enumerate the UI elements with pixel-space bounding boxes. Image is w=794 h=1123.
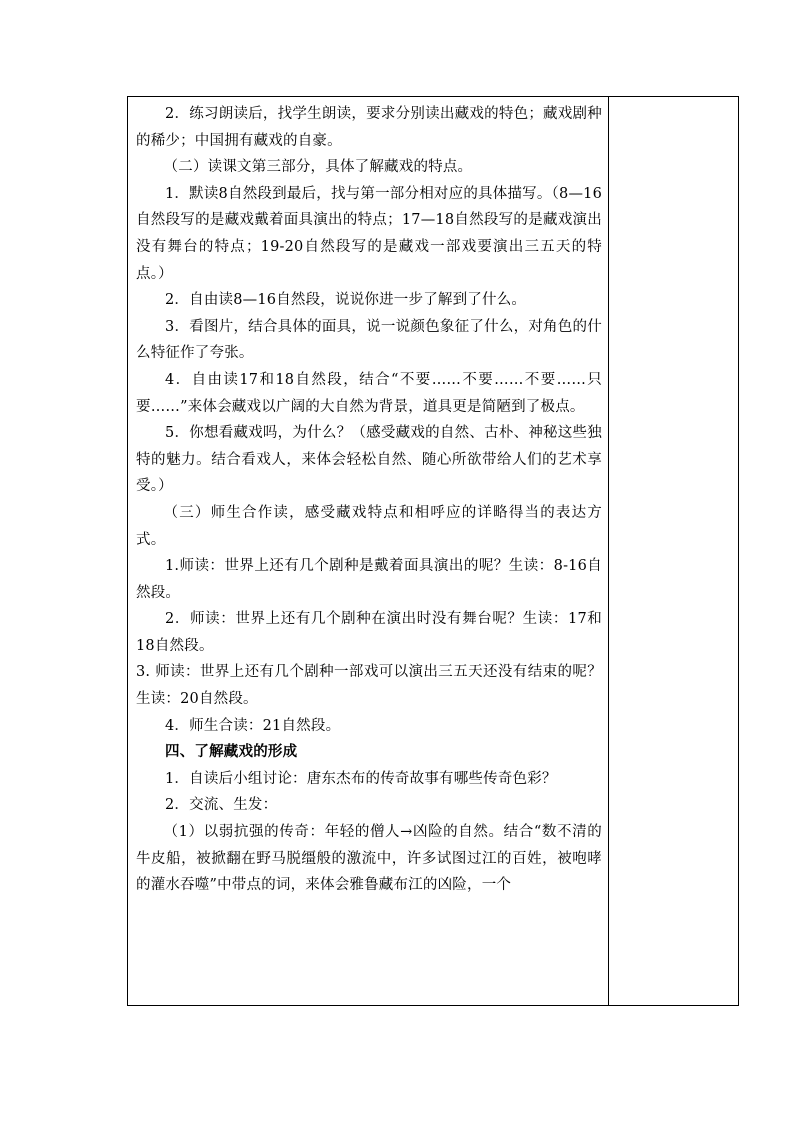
paragraph: 3. 师读：世界上还有几个剧种一部戏可以演出三五天还没有结束的呢？生读：20自然段。 — [136, 664, 602, 708]
paragraph: 2．师读：世界上还有几个剧种在演出时没有舞台呢？生读：17和18自然段。 — [136, 611, 602, 654]
paragraph: 1．自读后小组讨论：唐东杰布的传奇故事有哪些传奇色彩？ — [165, 770, 557, 787]
paragraph: 5．你想看藏戏吗，为什么？（感受藏戏的自然、古朴、神秘这些独特的魅力。结合看戏人，来体会轻松自然、随心所欲带给人们的艺术享受。） — [136, 425, 602, 495]
paragraph: 3．看图片，结合具体的面具，说一说颜色象征了什么，对角色的什么特征作了夸张。 — [136, 318, 602, 362]
paragraph: 4．师生合读：21自然段。 — [165, 717, 341, 734]
paragraph: 2．交流、生发： — [165, 797, 278, 814]
paragraph: 4．自由读17和18自然段，结合“不要……不要……不要……只要……”来体会藏戏以广阔的大自然为背景，道具更是简陋到了极点。 — [136, 371, 602, 415]
paragraph: 2．自由读8—16自然段，说说你进一步了解到了什么。 — [165, 292, 527, 309]
lesson-table — [127, 96, 739, 1006]
paragraph: 1．默读8自然段到最后，找与第一部分相对应的具体描写。（8—16自然段写的是藏戏戴着面具演出的特点；17—18自然段写的是藏戏演出没有舞台的特点；19-20自然段写的是藏戏一部戏要演出三五天的特点。） — [136, 185, 602, 282]
section-title: 四、了解藏戏的形成 — [165, 743, 298, 761]
section-heading: （三）师生合作读，感受藏戏特点和相呼应的详略得当的表达方式。 — [136, 504, 602, 548]
paragraph: 2．练习朗读后，找学生朗读，要求分别读出藏戏的特色；藏戏剧种的稀少；中国拥有藏戏的自豪。 — [136, 106, 602, 149]
paragraph: 1.师读：世界上还有几个剧种是戴着面具演出的呢？生读：8-16自然段。 — [136, 558, 602, 601]
paragraph: （1）以弱抗强的传奇：年轻的僧人→凶险的自然。结合“数不清的牛皮船，被掀翻在野马脱缰般的激流中，许多试图过江的百姓，被咆哮的灌水吞噬”中带点的词，来体会雅鲁藏布江的凶险，一个 — [136, 824, 602, 894]
column-divider — [608, 97, 609, 1005]
section-heading: （二）读课文第三部分，具体了解藏戏的特点。 — [163, 159, 473, 176]
content-cell — [136, 101, 602, 899]
